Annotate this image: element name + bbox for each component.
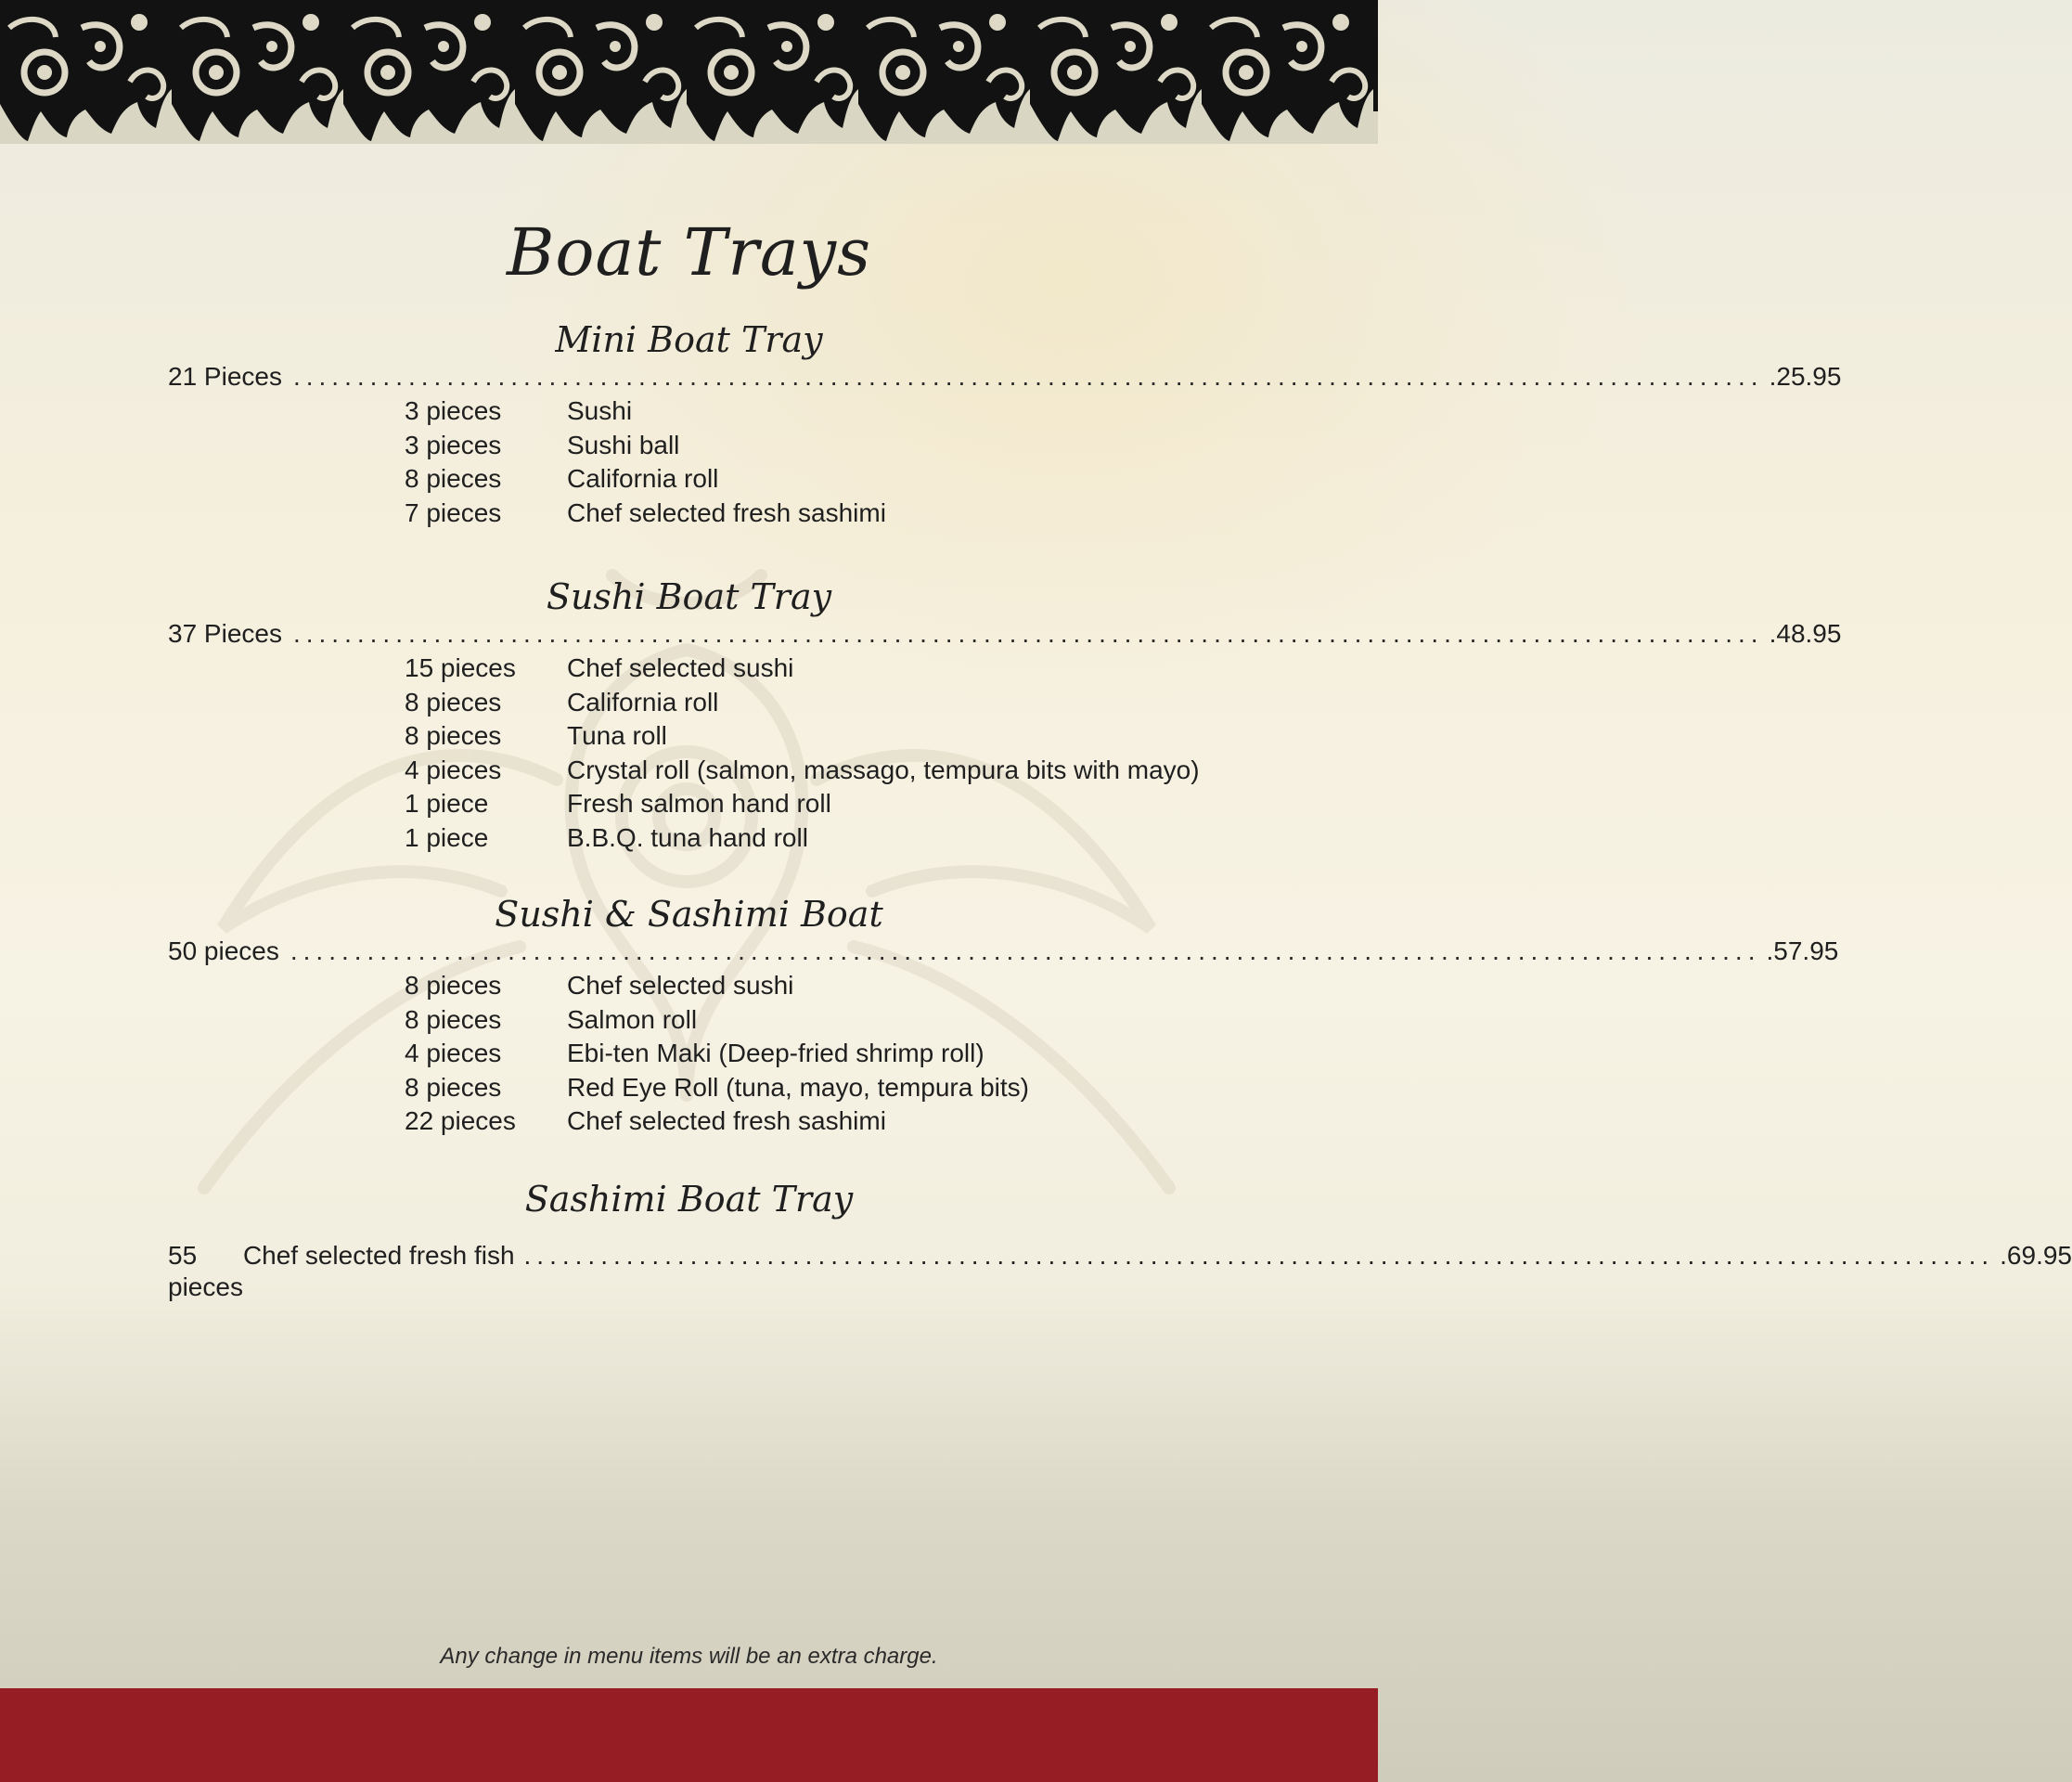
item-list-sushi-boat-tray	[405, 652, 1240, 855]
section-title-sashimi-boat-tray: Sashimi Boat Tray	[524, 1179, 854, 1220]
item-desc: Chef selected fresh sashimi	[567, 1106, 886, 1135]
list-item	[405, 497, 1240, 531]
item-desc: Sushi	[567, 396, 633, 425]
dot-leader: ...................................................................................................................	[523, 1241, 1995, 1270]
dot-leader: ...................................................................................................................	[292, 362, 1764, 391]
item-desc: Crystal roll (salmon, massago, tempura bits with mayo)	[567, 755, 1200, 784]
price: .69.95	[2000, 1241, 2072, 1270]
piece-count: 21 Pieces	[168, 362, 282, 391]
item-qty: 15 pieces	[405, 653, 516, 682]
item-desc: Fresh salmon hand roll	[567, 789, 831, 818]
price: .25.95	[1769, 362, 1842, 391]
item-desc: Tuna roll	[567, 721, 667, 750]
piece-count: 37 Pieces	[168, 619, 282, 648]
item-qty: 22 pieces	[405, 1106, 516, 1135]
item-qty: 8 pieces	[405, 721, 502, 750]
item-desc: Red Eye Roll (tuna, mayo, tempura bits)	[567, 1072, 1029, 1102]
price-line-sushi-sashimi-boat	[168, 936, 1839, 967]
filigree-border-icon	[0, 0, 1378, 144]
price-line-sushi-boat-tray	[168, 618, 1842, 650]
item-qty: 8 pieces	[405, 464, 502, 493]
item-desc: Chef selected fresh fish	[242, 1241, 515, 1270]
section-title-mini-boat-tray: Mini Boat Tray	[555, 319, 823, 360]
list-item	[405, 1071, 1240, 1105]
item-qty: 8 pieces	[405, 971, 502, 1000]
list-item	[405, 754, 1240, 788]
item-qty: 4 pieces	[405, 755, 502, 784]
item-desc: California roll	[567, 687, 719, 717]
item-qty: 4 pieces	[405, 1039, 502, 1067]
section-title-sushi-boat-tray: Sushi Boat Tray	[546, 576, 832, 617]
list-item	[405, 652, 1240, 686]
item-desc: B.B.Q. tuna hand roll	[567, 822, 808, 852]
item-qty: 1 piece	[405, 789, 489, 818]
footer-band	[0, 1688, 1378, 1782]
page-title: Boat Trays	[506, 214, 872, 291]
price: .57.95	[1766, 936, 1839, 965]
item-desc: Chef selected sushi	[567, 653, 794, 682]
dot-leader: ...................................................................................................................	[290, 936, 1761, 965]
item-qty: 7 pieces	[405, 497, 502, 527]
list-item	[405, 1037, 1240, 1071]
list-item	[405, 1104, 1240, 1139]
item-desc: Ebi-ten Maki (Deep-fried shrimp roll)	[567, 1039, 985, 1067]
piece-count: 55 pieces	[168, 1241, 243, 1301]
item-qty: 8 pieces	[405, 1072, 502, 1102]
list-item	[405, 1003, 1240, 1038]
list-item	[405, 429, 1240, 463]
price-line-sashimi-boat-tray	[168, 1240, 2072, 1303]
list-item	[405, 719, 1240, 754]
list-item	[405, 686, 1240, 720]
item-desc: Salmon roll	[567, 1004, 698, 1034]
list-item	[405, 969, 1240, 1003]
item-desc: Chef selected fresh sashimi	[567, 497, 886, 527]
section-title-sushi-sashimi-boat: Sushi & Sashimi Boat	[495, 894, 883, 935]
item-desc: Sushi ball	[567, 430, 680, 459]
list-item	[405, 821, 1240, 856]
item-desc: California roll	[567, 464, 719, 493]
list-item	[405, 787, 1240, 821]
piece-count: 50 pieces	[168, 936, 279, 965]
list-item	[405, 394, 1240, 429]
item-qty: 8 pieces	[405, 687, 502, 717]
item-qty: 3 pieces	[405, 396, 502, 425]
price: .48.95	[1769, 619, 1842, 648]
dot-leader: ...................................................................................................................	[292, 619, 1764, 648]
item-qty: 3 pieces	[405, 430, 502, 459]
header-ornament	[0, 0, 1378, 144]
list-item	[405, 462, 1240, 497]
item-list-mini-boat-tray	[405, 394, 1240, 530]
item-qty: 1 piece	[405, 822, 489, 852]
item-qty: 8 pieces	[405, 1004, 502, 1034]
price-line-mini-boat-tray	[168, 361, 1842, 393]
item-desc: Chef selected sushi	[567, 971, 794, 1000]
menu-note: Any change in menu items will be an extra charge.	[440, 1644, 938, 1669]
item-list-sushi-sashimi-boat	[405, 969, 1240, 1139]
